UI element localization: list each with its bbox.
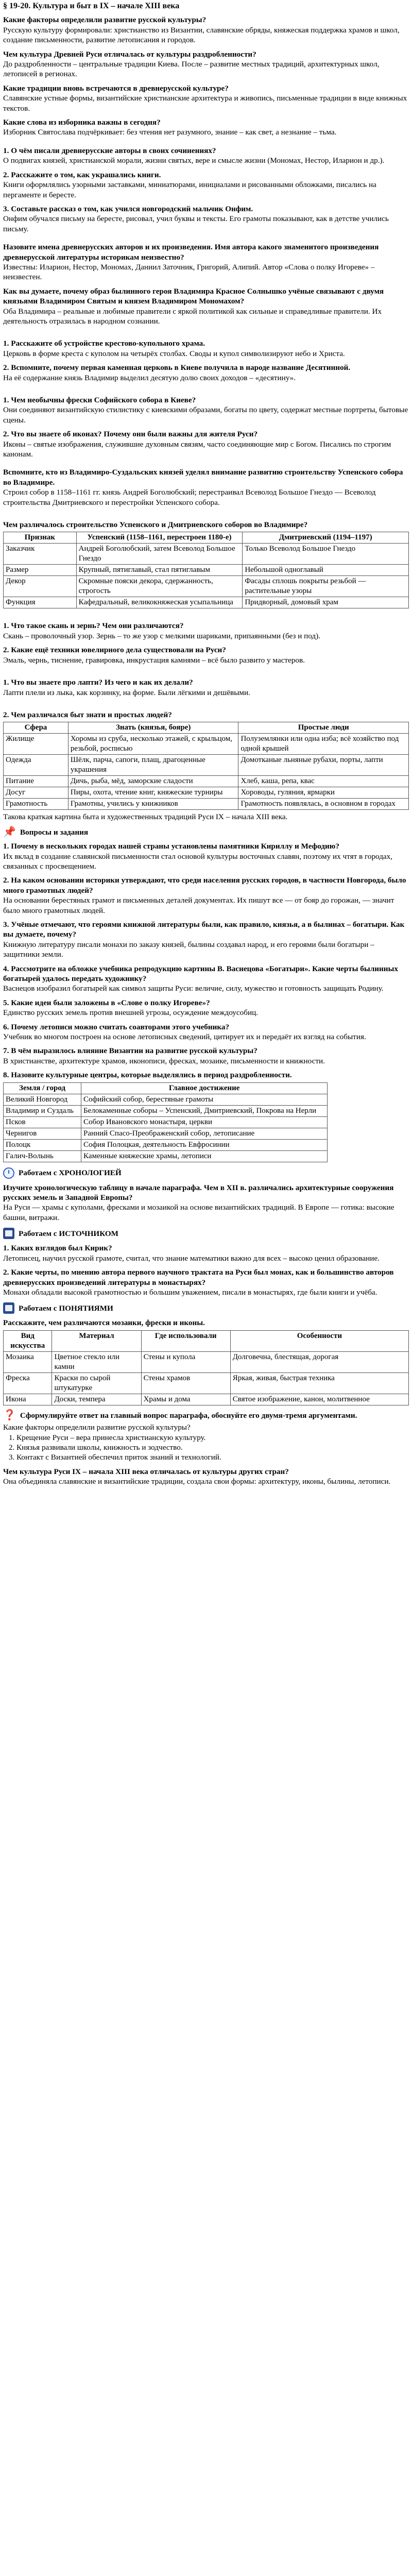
chronology-section <box>3 1183 409 1223</box>
table-cell: Хлеб, каша, репа, квас <box>238 776 409 787</box>
section-title: Работаем с ПОНЯТИЯМИ <box>19 1303 113 1313</box>
question: Какие факторы определили развитие русской культуры? <box>3 15 207 25</box>
question: 2. Расскажите о том, как украшались книги. <box>3 170 161 179</box>
table-row <box>4 1128 328 1139</box>
answer: Скань – проволочный узор. Зернь – то же узор с мелкими шариками, припаянными (без и под). <box>3 631 321 640</box>
table-header-row <box>4 722 409 734</box>
block-frescoes <box>3 395 409 459</box>
table-cell: Псков <box>4 1116 81 1128</box>
life-section <box>3 710 409 822</box>
column-header: Где использовали <box>141 1330 230 1351</box>
table-cell: Только Всеволод Большое Гнездо <box>243 544 409 565</box>
table-cell: Шёлк, парча, сапоги, плащ, драгоценные украшения <box>68 755 238 776</box>
table-row <box>4 755 409 776</box>
question: 1. Почему в нескольких городах нашей страны установлены памятники Кириллу и Мефодию? <box>3 842 339 851</box>
table-row <box>4 1150 328 1162</box>
table-row <box>4 1394 409 1405</box>
table-cell: Андрей Боголюбский, затем Всеволод Большое Гнездо <box>76 544 243 565</box>
table-row <box>4 776 409 787</box>
table-row <box>4 544 409 565</box>
answer: Единство русских земель против внешней угрозы, осуждение междоусобиц. <box>3 1008 258 1018</box>
clock-icon <box>3 1167 14 1179</box>
arch-table <box>3 532 409 608</box>
table-cell: Святое изображение, канон, молитвенное <box>230 1394 408 1405</box>
table-cell: Пиры, охота, чтение книг, княжеские турниры <box>68 787 238 799</box>
question: 2. Что вы знаете об иконах? Почему они были важны для жителя Руси? <box>3 430 258 439</box>
list-item: 3. Контакт с Византией обеспечил приток знаний и технологий. <box>16 1452 409 1462</box>
question: 2. На каком основании историки утверждают, что среди населения русских городов, в частности Новгорода, было много грамотных людей? <box>3 876 406 895</box>
answer: Васнецов изобразил богатырей как символ защиты Руси: величие, силу, мужество и готовность защищать Родину. <box>3 984 384 993</box>
question: 4. Рассмотрите на обложке учебника репродукцию картины В. Васнецова «Богатыри». Какие черты былинных богатырей удалось передать художнику? <box>3 964 398 983</box>
column-header: Материал <box>52 1330 141 1351</box>
question: 2. Какие черты, по мнению автора первого научного трактата на Руси был монах, как и большинство авторов древнерусских произведений литературы в монастырях? <box>3 1268 394 1287</box>
table-cell: Храмы и дома <box>141 1394 230 1405</box>
table-row <box>4 1351 409 1372</box>
question: Чем различалось строительство Успенского и Дмитриевского соборов во Владимире? <box>3 520 308 530</box>
table-cell: Стены и купола <box>141 1351 230 1372</box>
chronology-header <box>3 1167 409 1179</box>
table-cell: Владимир и Суздаль <box>4 1105 81 1116</box>
answer: Она объединяла славянские и византийские традиции, создала свои формы: архитектуру, иконы, былины, летописи. <box>3 1477 391 1486</box>
answer: Онфим обучался письму на бересте, рисовал, учил буквы и тексты. Его грамоты показывают, как в детстве учились письму. <box>3 214 389 233</box>
question: 6. Почему летописи можно считать соавторами этого учебника? <box>3 1022 230 1031</box>
final-intro: Какие факторы определили развитие русской культуры? <box>3 1423 191 1432</box>
answer: На основании берестяных грамот и письменных деталей документах. Их пишут все — от бояр до горожан, — значит было много грамотных людей. <box>3 896 394 915</box>
question: 1. Что вы знаете про лапти? Из чего и как их делали? <box>3 678 193 687</box>
table-row <box>4 799 409 810</box>
answer: Изборник Святослава подчёркивает: без чтения нет разумного, знание – как свет, а незнание – тьма. <box>3 128 337 137</box>
table-row <box>4 565 409 576</box>
concepts-section <box>3 1318 409 1405</box>
list-item: 1. Крещение Руси – вера принесла христианскую культуру. <box>16 1433 409 1443</box>
life-table <box>3 722 409 810</box>
table-row <box>4 734 409 755</box>
page-title: § 19-20. Культура и быт в IX – начале XIII века <box>3 2 180 10</box>
table-cell: Грамотны, учились у книжников <box>68 799 238 810</box>
tasks-header <box>3 827 409 837</box>
table-cell: Долговечна, блестящая, дорогая <box>230 1351 408 1372</box>
answer: Их вклад в создание славянской письменности стал основой культуры восточных славян, поэтому их чтят в городах, связанных с просвещением. <box>3 852 393 871</box>
table-cell: Хоромы из сруба, несколько этажей, с крыльцом, резьбой, росписью <box>68 734 238 755</box>
table-cell: Фреска <box>4 1372 52 1394</box>
sources-header <box>3 1228 409 1239</box>
final-list <box>3 1433 409 1463</box>
table-row <box>4 1105 328 1116</box>
column-header: Успенский (1158–1161, перестроен 1180-е) <box>76 532 243 544</box>
column-header: Сфера <box>4 722 68 734</box>
question: Расскажите, чем различаются мозаики, фрески и иконы. <box>3 1318 205 1328</box>
table-cell: Яркая, живая, быстрая техника <box>230 1372 408 1394</box>
book-icon <box>3 1228 14 1239</box>
table-cell: Небольшой одноглавый <box>243 565 409 576</box>
answer: Оба Владимира – реальные и любимые правители с яркой политикой как сильные и справедливые правители. Их деятельность отразилась в народном сознании. <box>3 307 382 326</box>
table-cell: Придворный, домовый храм <box>243 597 409 608</box>
question: 2. Чем различался быт знати и простых людей? <box>3 710 172 719</box>
section-title: Работаем с ХРОНОЛОГИЕЙ <box>19 1168 122 1177</box>
pin-icon: 📌 <box>3 826 16 838</box>
question: Какие слова из изборника важны в сегодня? <box>3 118 161 127</box>
table-cell: Хороводы, гуляния, ярмарки <box>238 787 409 799</box>
question: Как вы думаете, почему образ былинного героя Владимира Красное Солнышко учёные связывают с двумя князьями Владимиром Святым и князем Владимиром Мономахом? <box>3 286 384 306</box>
column-header: Вид искусства <box>4 1330 52 1351</box>
table-cell: Софийский собор, берестяные грамоты <box>81 1094 328 1105</box>
answer: Русскую культуру формировали: христианство из Византии, славянские обряды, княжеская поддержка храмов и школ, создание письменности, развитие летописания и городов. <box>3 25 400 45</box>
column-header: Дмитриевский (1194–1197) <box>243 532 409 544</box>
table-cell: Функция <box>4 597 77 608</box>
table-cell: Скромные пояски декора, сдержанность, строгость <box>76 576 243 597</box>
table-cell: Краски по сырой штукатурке <box>52 1372 141 1394</box>
column-header: Простые люди <box>238 722 409 734</box>
table-cell: Жилище <box>4 734 68 755</box>
question: Какие традиции вновь встречаются в древнерусской культуре? <box>3 83 229 93</box>
table-cell: Чернигов <box>4 1128 81 1139</box>
answer: Они соединяют византийскую стилистику с киевскими образами, богаты по цвету, содержат местные портреты, бытовые сцены. <box>3 405 408 425</box>
book-icon <box>3 1302 14 1314</box>
table-cell: Кафедральный, великокняжеская усыпальница <box>76 597 243 608</box>
sources-section <box>3 1243 409 1297</box>
answer: Книги оформлялись узорными заставками, миниатюрами, инициалами и рисованными обложками, писались на пергаменте и бересте. <box>3 180 376 199</box>
table-cell: Фасады сплошь покрыты резьбой — растительные узоры <box>243 576 409 597</box>
section-title: Вопросы и задания <box>20 827 89 837</box>
table-cell: Дичь, рыба, мёд, заморские сладости <box>68 776 238 787</box>
table-cell: Цветное стекло или камни <box>52 1351 141 1372</box>
question: 1. Чем необычны фрески Софийского собора в Киеве? <box>3 396 196 404</box>
list-item: 2. Князья развивали школы, книжность и зодчество. <box>16 1443 409 1452</box>
table-cell: Грамотность появлялась, в основном в городах <box>238 799 409 810</box>
table-cell: Питание <box>4 776 68 787</box>
table-cell: Великий Новгород <box>4 1094 81 1105</box>
table-header-row <box>4 1330 409 1351</box>
table-cell: Ранний Спасо-Преображенский собор, летописание <box>81 1128 328 1139</box>
question: 2. Какие ещё техники ювелирного дела существовали на Руси? <box>3 646 226 655</box>
section-title: Работаем с ИСТОЧНИКОМ <box>19 1229 119 1238</box>
answer: Церковь в форме креста с куполом на четырёх столбах. Своды и купол символизируют небо и Христа. <box>3 349 345 358</box>
table-row <box>4 787 409 799</box>
table-cell: Стены храмов <box>141 1372 230 1394</box>
question: Чем культура Руси IX – начала XIII века отличалась от культуры других стран? <box>3 1467 289 1476</box>
centers-section <box>3 1070 409 1162</box>
table-cell: Галич-Волынь <box>4 1150 81 1162</box>
block-authors <box>3 242 409 326</box>
tasks-section <box>3 841 409 1066</box>
table-row <box>4 1116 328 1128</box>
table-cell: Заказчик <box>4 544 77 565</box>
final-section <box>3 1422 409 1486</box>
column-header: Главное достижение <box>81 1082 328 1094</box>
table-cell: Одежда <box>4 755 68 776</box>
table-row <box>4 1139 328 1150</box>
answer: Учебник во многом построен на основе летописных сведений, цитирует их и передаёт их взгляд на события. <box>3 1032 366 1042</box>
final-header <box>3 1411 409 1420</box>
table-cell: Доски, темпера <box>52 1394 141 1405</box>
summary-note: Такова краткая картина быта и художественных традиций Руси IX – начала XIII века. <box>3 812 288 822</box>
answer: Монахи обладали высокой грамотностью и большим уважением, писали в монастырях, где были книги и учёба. <box>3 1287 377 1297</box>
question: 3. Составьте рассказ о том, как учился новгородский мальчик Онфим. <box>3 204 253 213</box>
column-header: Знать (князья, бояре) <box>68 722 238 734</box>
table-row <box>4 1094 328 1105</box>
block-temple <box>3 338 409 383</box>
table-cell: Домотканые льняные рубахи, порты, лапти <box>238 755 409 776</box>
block-lapti <box>3 677 409 698</box>
table-cell: Декор <box>4 576 77 597</box>
centers-table <box>3 1082 328 1162</box>
question: 1. Расскажите об устройстве крестово-купольного храма. <box>3 339 205 348</box>
column-header: Земля / город <box>4 1082 81 1094</box>
column-header: Признак <box>4 532 77 544</box>
answer: На её содержание князь Владимир выделил десятую долю своих доходов – «десятину». <box>3 373 296 382</box>
answer: О подвигах князей, христианской морали, жизни святых, вере и смысле жизни (Мономах, Нестор, Иларион и др.). <box>3 156 385 165</box>
column-header: Особенности <box>230 1330 408 1351</box>
question: 3. Учёные отмечают, что героями книжной литературы были, как правило, князья, а в былинах – богатыри. Как вы думаете, почему? <box>3 920 405 939</box>
table-cell: Размер <box>4 565 77 576</box>
table-row <box>4 1372 409 1394</box>
table-row <box>4 597 409 608</box>
answer: Лапти плели из лыка, как корзинку, на форме. Были лёгкими и дешёвыми. <box>3 688 250 697</box>
question: 1. Каких взглядов был Кирик? <box>3 1244 112 1253</box>
answer: Славянские устные формы, византийские христианские архитектура и живопись, письменные традиции в виде книжных текстов. <box>3 94 407 113</box>
table-cell: Полуземлянки или одна изба; всё хозяйство под одной крышей <box>238 734 409 755</box>
answer: До раздробленности – центральные традиции Киева. После – развитие местных традиций, архитектурных школ, летописей в регионах. <box>3 60 380 79</box>
question: 8. Назовите культурные центры, которые выделялись в период раздробленности. <box>3 1071 292 1080</box>
answer: Известны: Иларион, Нестор, Мономах, Даниил Заточник, Григорий, Алипий. Автор «Слова о полку Игореве» – неизвестен. <box>3 262 375 282</box>
table-header-row <box>4 532 409 544</box>
answer: Летописец, научил русской грамоте, считал, что знание математики важно для всех – высоко ценил образование. <box>3 1253 380 1263</box>
table-cell: Грамотность <box>4 799 68 810</box>
question: Назовите имена древнерусских авторов и их произведения. Имя автора какого знаменитого произведения древнерусской литературы историкам неизвестно? <box>3 243 379 262</box>
table-cell: Собор Ивановского монастыря, церкви <box>81 1116 328 1128</box>
table-cell: Каменные княжеские храмы, летописи <box>81 1150 328 1162</box>
question-mark-icon: ❓ <box>3 1410 16 1421</box>
question: 2. Вспомните, почему первая каменная церковь в Киеве получила в народе название Десятинной. <box>3 363 351 372</box>
answer: Строил собор в 1158–1161 гг. князь Андрей Боголюбский; перестраивал Всеволод Большое Гнездо — Всеволод строительства Дмитриевского и перестройки Успенского собора. <box>3 488 376 507</box>
arch-section <box>3 520 409 608</box>
block-vladimir <box>3 467 409 507</box>
answer: Иконы – святые изображения, служившие духовным связям, часто соединяющие мир с Богом. Писались по строгим канонам. <box>3 439 391 459</box>
table-cell: Досуг <box>4 787 68 799</box>
question: Чем культура Древней Руси отличалась от культуры раздробленности? <box>3 49 256 59</box>
question: 7. В чём выразилось влияние Византии на развитие русской культуры? <box>3 1046 258 1056</box>
answer: На Руси — храмы с куполами, фресками и мозаикой на основе византийских традиций. В Европе — готика: высокие башни, витражи. <box>3 1203 394 1222</box>
table-cell: Белокаменные соборы – Успенский, Дмитриевский, Покрова на Нерли <box>81 1105 328 1116</box>
question: 1. Что такое скань и зернь? Чем они различаются? <box>3 621 184 631</box>
question: 5. Какие идеи были заложены в «Слове о полку Игореве»? <box>3 998 210 1007</box>
answer: Книжную литературу писали монахи по заказу князей, былины создавал народ, и его героями были богатыри – защитники земли. <box>3 940 374 959</box>
table-cell: Икона <box>4 1394 52 1405</box>
block-writers <box>3 146 409 234</box>
question: Вспомните, кто из Владимиро-Суздальских князей уделял внимание развитию строительству Успенского собора во Владимире. <box>3 468 403 487</box>
table-header-row <box>4 1082 328 1094</box>
concepts-header <box>3 1302 409 1314</box>
final-question: Сформулируйте ответ на главный вопрос параграфа, обоснуйте его двумя-тремя аргументами. <box>20 1411 357 1420</box>
table-cell: Полоцк <box>4 1139 81 1150</box>
table-cell: София Полоцкая, деятельность Евфросинии <box>81 1139 328 1150</box>
table-row <box>4 576 409 597</box>
table-cell: Крупный, пятиглавый, стал пятиглавым <box>76 565 243 576</box>
question: 1. О чём писали древнерусские авторы в своих сочинениях? <box>3 146 216 155</box>
block-jewelry <box>3 621 409 665</box>
question: Изучите хронологическую таблицу в начале параграфа. Чем в XII в. различались архитектурные сооружения русских земель и Западной Европы? <box>3 1183 394 1202</box>
intro-section <box>3 15 409 137</box>
answer: В христианстве, архитектуре храмов, иконописи, фресках, мозаике, письменности и книжности. <box>3 1056 325 1065</box>
table-cell: Мозаика <box>4 1351 52 1372</box>
answer: Эмаль, чернь, тиснение, гравировка, инкрустация камнями – всё было развито у мастеров. <box>3 655 305 665</box>
concepts-table <box>3 1330 409 1405</box>
